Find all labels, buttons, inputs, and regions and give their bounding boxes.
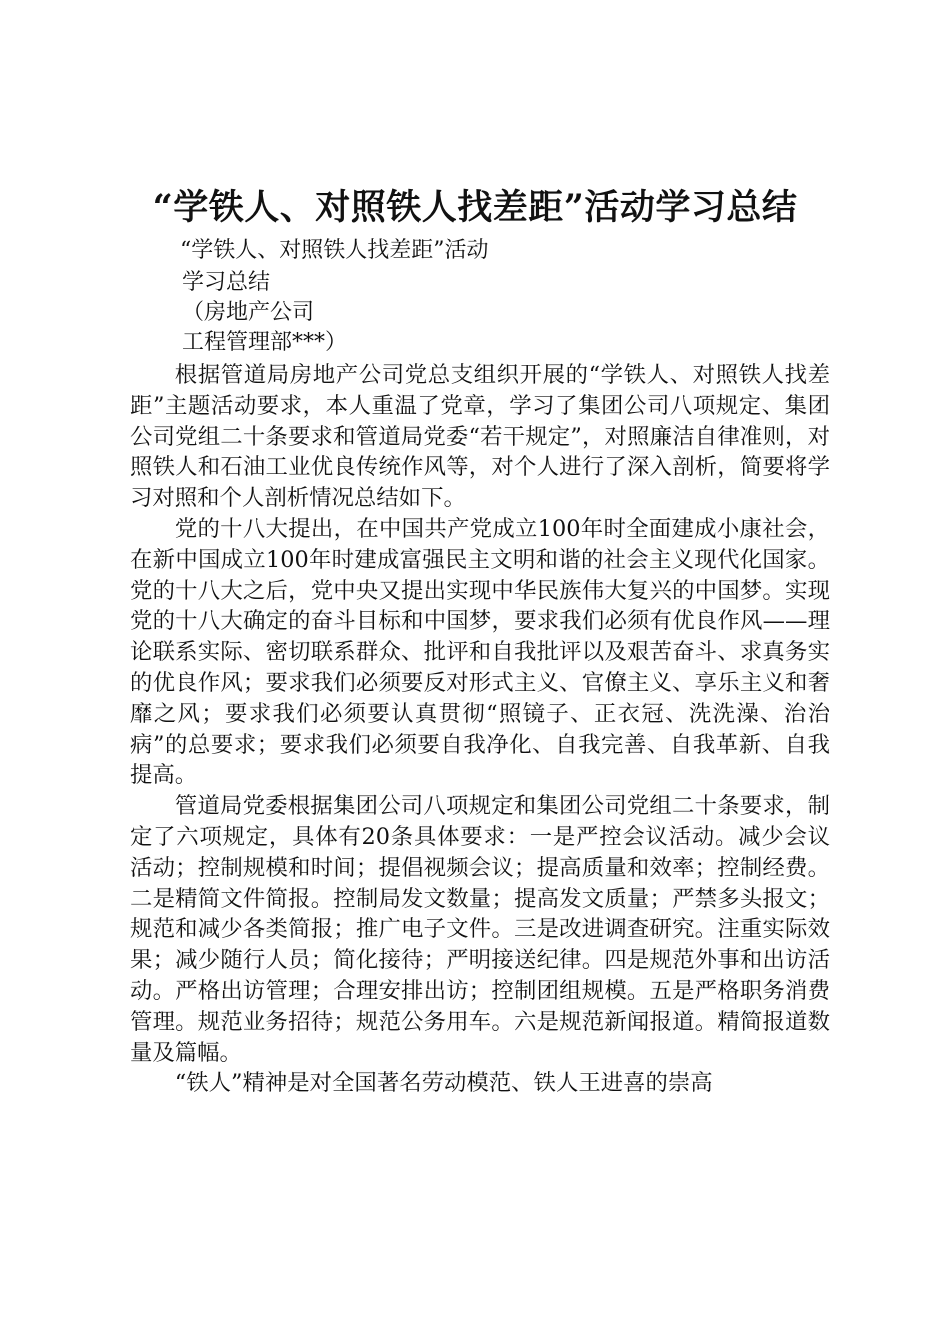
subheading-line-3: （房地产公司 bbox=[182, 300, 315, 325]
subheading-line-4: 工程管理部***） bbox=[182, 330, 348, 355]
body-paragraph-1: 根据管道局房地产公司党总支组织开展的“学铁人、对照铁人找差距”主题活动要求，本人重温了党章，学习了集团公司八项规定、集团公司党组二十条要求和管道局党委“若干规定”，对照廉洁自律准则，对照铁人和石油工业优良传统作风等，对个人进行了深入剖析，简要将学习对照和个人剖析情况总结如下。 bbox=[130, 362, 830, 512]
body-paragraph-3: 管道局党委根据集团公司八项规定和集团公司党组二十条要求，制定了六项规定，具体有20条具体要求：一是严控会议活动。减少会议活动；控制规模和时间；提倡视频会议；提高质量和效率；控制经费。二是精简文件简报。控制局发文数量；提高发文质量；严禁多头报文；规范和减少各类简报；推广电子文件。三是改进调查研究。注重实际效果；减少随行人员；简化接待；严明接送纪律。四是规范外事和出访活动。严格出访管理；合理安排出访；控制团组规模。五是严格职务消费管理。规范业务招待；规范公务用车。六是规范新闻报道。精简报道数量及篇幅。 bbox=[130, 793, 830, 1066]
subheading-line-2: 学习总结 bbox=[182, 270, 271, 295]
body-paragraph-2: 党的十八大提出，在中国共产党成立100年时全面建成小康社会，在新中国成立100年时建成富强民主文明和谐的社会主义现代化国家。党的十八大之后，党中央又提出实现中华民族伟大复兴的中国梦。实现党的十八大确定的奋斗目标和中国梦，要求我们必须有优良作风——理论联系实际、密切联系群众、批评和自我批评以及艰苦奋斗、求真务实的优良作风；要求我们必须要反对形式主义、官僚主义、享乐主义和奢靡之风；要求我们必须要认真贯彻“照镜子、正衣冠、洗洗澡、治治病”的总要求；要求我们必须要自我净化、自我完善、自我革新、自我提高。 bbox=[130, 515, 830, 789]
document-body bbox=[130, 360, 830, 1099]
body-paragraph-4: “铁人”精神是对全国著名劳动模范、铁人王进喜的崇高 bbox=[174, 1070, 713, 1097]
document-title: “学铁人、对照铁人找差距”活动学习总结 bbox=[152, 187, 798, 228]
subheading-line-1: “学铁人、对照铁人找差距”活动 bbox=[180, 238, 489, 263]
